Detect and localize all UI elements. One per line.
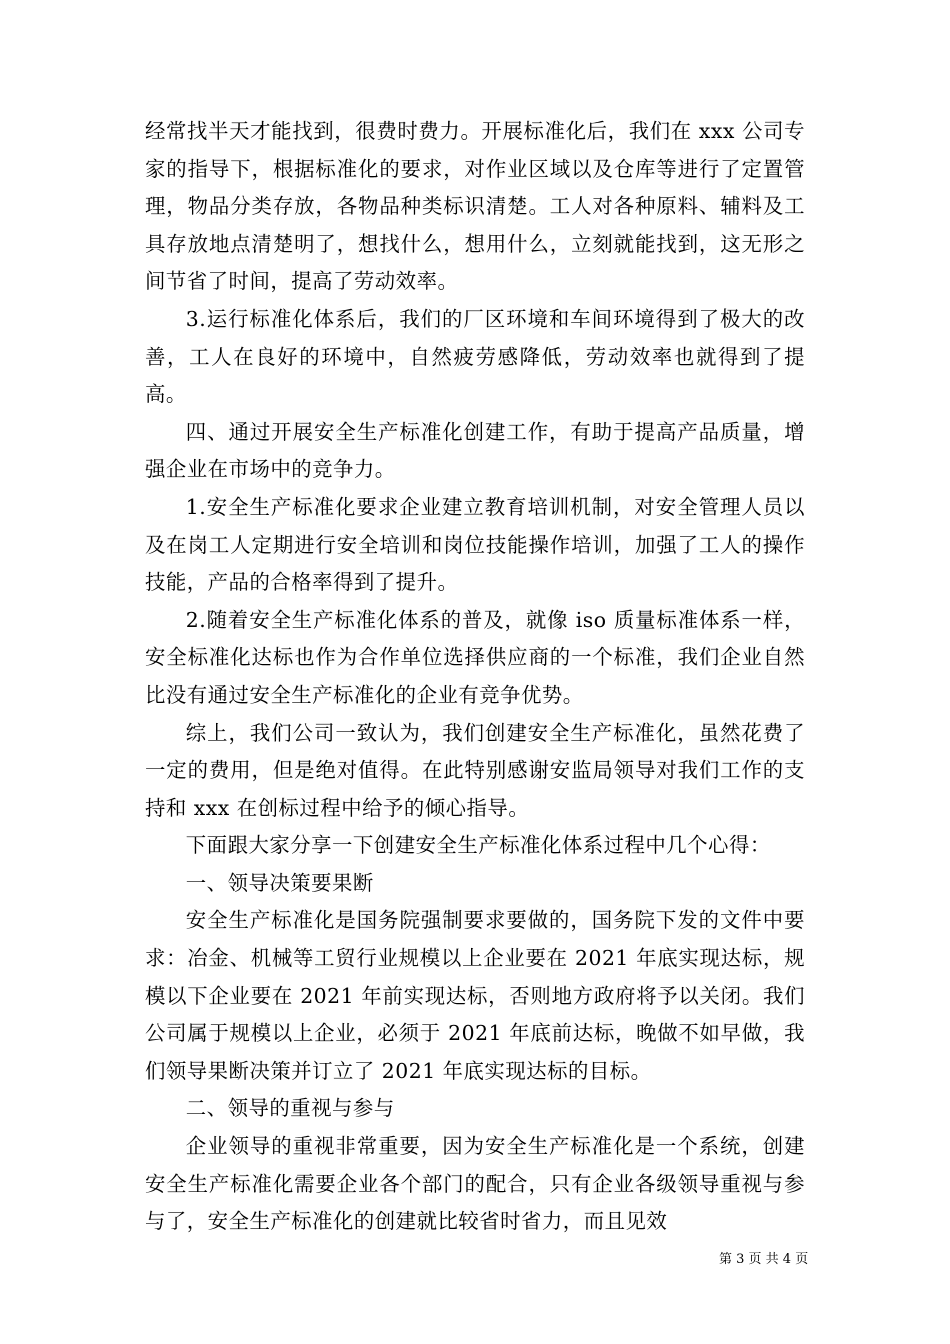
- paragraph-sharing-intro: 下面跟大家分享一下创建安全生产标准化体系过程中几个心得：: [185, 833, 771, 858]
- paragraph-decision: 安全生产标准化是国务院强制要求要做的，国务院下发的文件中要求：冶金、机械等工贸行业规模以上企业要在 2021 年底实现达标，规模以下企业要在 2021 年前实现达标，否则地方政府将予以关闭。我们公司属于规模以上企业，必须于 2021 年底前达标，晚做不如早做，我们领导果断决策并订立了 2021 年底实现达标的目标。: [145, 908, 805, 1083]
- body-text: [145, 113, 805, 1241]
- paragraph-continuation: 经常找半天才能找到，很费时费力。开展标准化后，我们在 xxx 公司专家的指导下，根据标准化的要求，对作业区域以及仓库等进行了定置管理，物品分类存放，各物品种类标识清楚。工人对各种原料、辅料及工具存放地点清楚明了，想找什么，想用什么，立刻就能找到，这无形之间节省了时间，提高了劳动效率。: [145, 119, 805, 294]
- section-heading-4: 四、通过开展安全生产标准化创建工作，有助于提高产品质量，增强企业在市场中的竞争力。: [145, 419, 805, 482]
- subheading-2: 二、领导的重视与参与: [185, 1096, 395, 1121]
- paragraph-leadership: 企业领导的重视非常重要，因为安全生产标准化是一个系统，创建安全生产标准化需要企业各个部门的配合，只有企业各级领导重视与参与了，安全生产标准化的创建就比较省时省力，而且见效: [145, 1134, 805, 1234]
- page-number-footer: 第 3 页 共 4 页: [719, 1252, 809, 1267]
- paragraph-summary: 综上，我们公司一致认为，我们创建安全生产标准化，虽然花费了一定的费用，但是绝对值得。在此特别感谢安监局领导对我们工作的支持和 xxx 在创标过程中给予的倾心指导。: [145, 720, 805, 820]
- paragraph-point-3: 3.运行标准化体系后，我们的厂区环境和车间环境得到了极大的改善，工人在良好的环境中，自然疲劳感降低，劳动效率也就得到了提高。: [145, 306, 805, 407]
- paragraph-point-1: 1.安全生产标准化要求企业建立教育培训机制，对安全管理人员以及在岗工人定期进行安全培训和岗位技能操作培训，加强了工人的操作技能，产品的合格率得到了提升。: [145, 494, 805, 595]
- paragraph-point-2: 2.随着安全生产标准化体系的普及，就像 iso 质量标准体系一样，安全标准化达标也作为合作单位选择供应商的一个标准，我们企业自然比没有通过安全生产标准化的企业有竞争优势。: [145, 607, 805, 707]
- subheading-1: 一、领导决策要果断: [185, 870, 374, 895]
